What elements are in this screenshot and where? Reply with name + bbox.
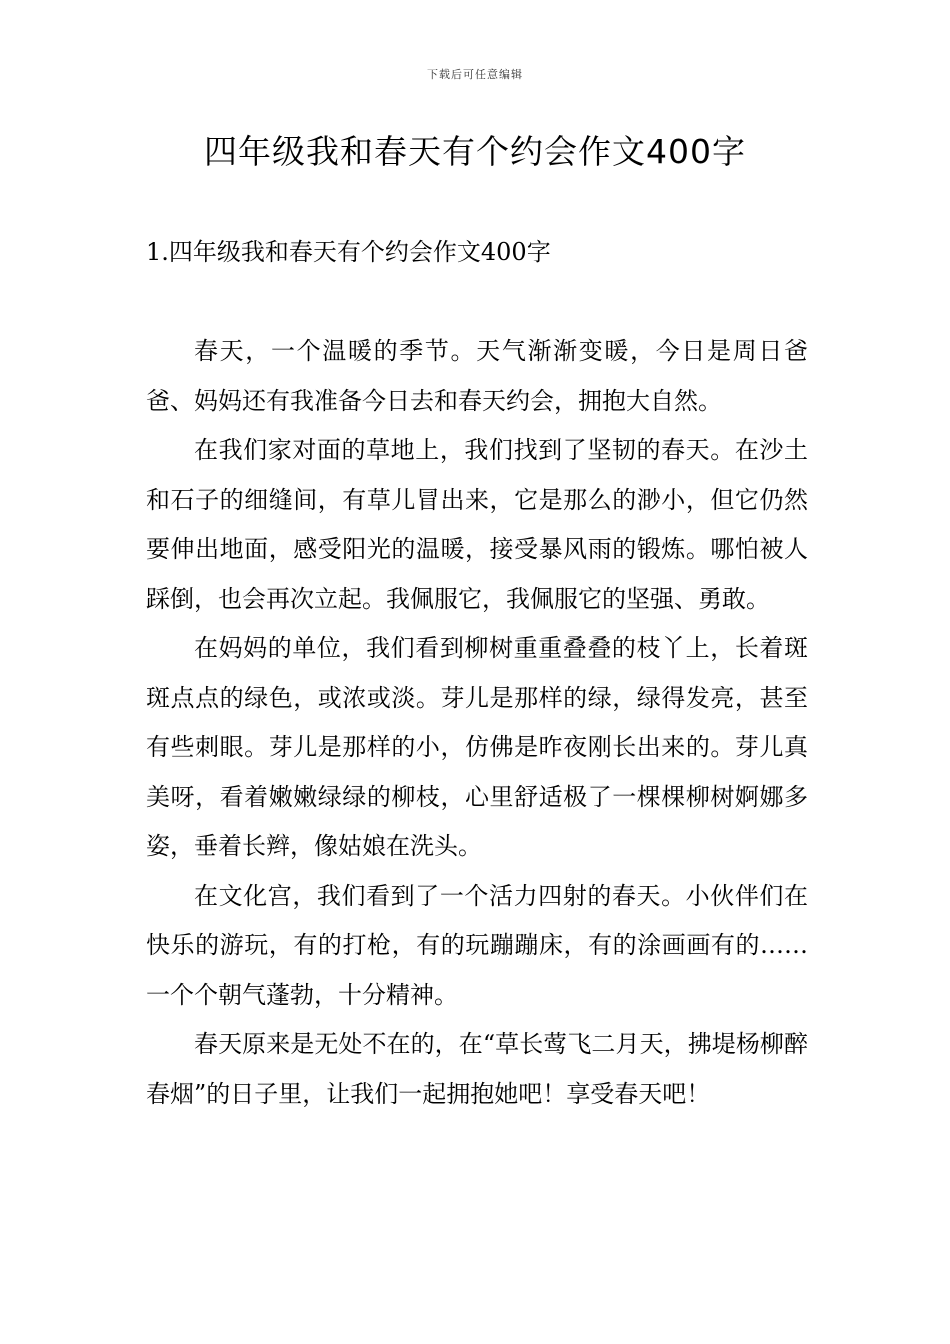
paragraph-3: 在妈妈的单位，我们看到柳树重重叠叠的枝丫上，长着斑斑点点的绿色，或浓或淡。芽儿是那样的绿，绿得发亮，甚至有些刺眼。芽儿是那样的小，仿佛是昨夜刚长出来的。芽儿真美呀，看着嫩嫩绿绿的柳枝，心里舒适极了一棵棵柳树婀娜多姿，垂着长辫，像姑娘在洗头。 [146,634,808,860]
paragraph-2: 在我们家对面的草地上，我们找到了坚韧的春天。在沙土和石子的细缝间，有草儿冒出来，它是那么的渺小，但它仍然要伸出地面，感受阳光的温暖，接受暴风雨的锻炼。哪怕被人踩倒，也会再次立起。我佩服它，我佩服它的坚强、勇敢。 [146,436,808,613]
paragraph-5: 春天原来是无处不在的，在“草长莺飞二月天，拂堤杨柳醉春烟”的日子里，让我们一起拥抱她吧！享受春天吧！ [146,1030,808,1108]
document-title: 四年级我和春天有个约会作文400字 [204,132,746,171]
paragraph-1: 春天，一个温暖的季节。天气渐渐变暖，今日是周日爸爸、妈妈还有我准备今日去和春天约会，拥抱大自然。 [146,337,808,415]
header-note: 下载后可任意编辑 [427,68,523,81]
article-body [146,327,808,1119]
paragraph-4: 在文化宫，我们看到了一个活力四射的春天。小伙伴们在快乐的游玩，有的打枪，有的玩蹦蹦床，有的涂画画有的……一个个朝气蓬勃，十分精神。 [146,881,808,1009]
section-heading: 1.四年级我和春天有个约会作文400字 [146,238,551,266]
